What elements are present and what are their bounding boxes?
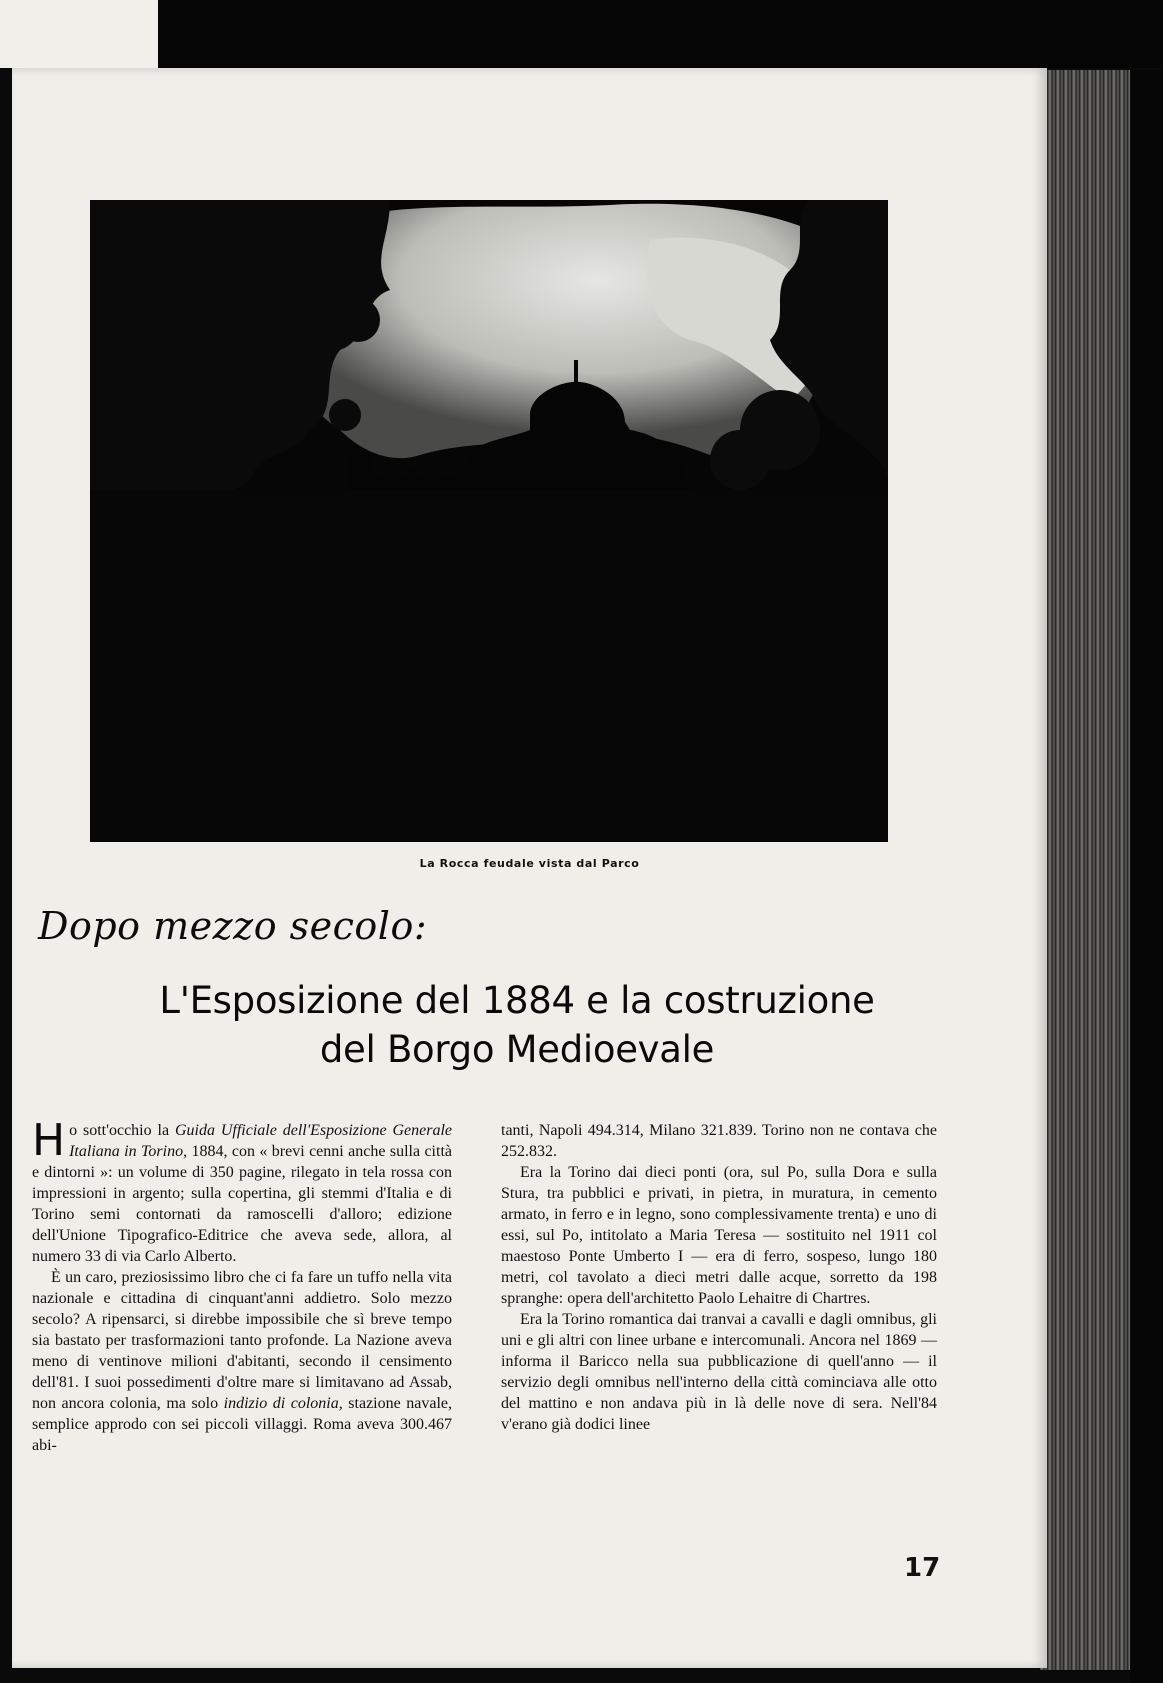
- article-headline: [122, 976, 912, 1074]
- paragraph: tanti, Napoli 494.314, Milano 321.839. Torino non ne contava che 252.832.: [501, 1122, 937, 1160]
- headline-line-1: L'Esposizione del 1884 e la costruzione: [159, 979, 875, 1022]
- paragraph: [32, 1115, 452, 1267]
- photo-illustration: [90, 200, 888, 842]
- book-page-edges: [1040, 70, 1135, 1670]
- paragraph: Era la Torino dai dieci ponti (ora, sul Po, sulla Dora e sulla Stura, tra pubblici e privati, in pietra, in muratura, in cemento armato, in ferro e in legno, sono complessivamente trenta) e uno di essi, sul Po, intitolato a Maria Teresa — sostituito nel 1911 col maestoso Ponte Umberto I — era di ferro, sospeso, lungo 180 metri, col tavolato a dieci metri dalle acque, sorretto da 198 spranghe: opera dell'architetto Paolo Lehaitre di Chartres.: [501, 1164, 937, 1307]
- book-edge-shadow: [1130, 70, 1163, 1683]
- book-title: Guida Ufficiale dell'Esposizione Generale Italiana in Torino,: [69, 1122, 452, 1160]
- paragraph-text: stazione navale, semplice approdo con sei piccoli villaggi. Roma aveva 300.467 abi-: [32, 1395, 453, 1454]
- scan-top-band: [158, 0, 1163, 68]
- paragraph-text: È un caro, preziosissimo libro che ci fa fare un tuffo nella vita nazionale e cittadina di cinquant'anni addietro. Solo mezzo secolo? A ripensarci, si direbbe impossibile che sì breve tempo sia bastato per trasformazioni tanto profonde. La Nazione aveva meno di ventinove milioni d'abitanti, secondo il censimento dell'81. I suoi possedimenti d'oltre mare si limitavano ad Assab, non ancora colonia, ma solo: [32, 1269, 452, 1412]
- castle-silhouette-photo: [90, 200, 888, 842]
- photo-caption: La Rocca feudale vista dal Parco: [419, 857, 640, 870]
- paragraph: [32, 1267, 452, 1456]
- article-column-right: [501, 1120, 937, 1435]
- article-kicker: Dopo mezzo secolo:: [38, 904, 428, 948]
- scan-margin-tab: [0, 0, 158, 68]
- headline-line-2: del Borgo Medioevale: [319, 1028, 715, 1071]
- drop-cap: H: [32, 1115, 66, 1166]
- page-number: 17: [904, 1553, 941, 1583]
- italic-phrase: indizio di colonia,: [223, 1395, 343, 1412]
- article-column-left: [32, 1115, 453, 1456]
- paragraph-text: o sott'occhio la: [69, 1122, 175, 1139]
- book-page: [12, 68, 1047, 1668]
- paragraph: Era la Torino romantica dai tranvai a cavalli e dagli omnibus, gli uni e gli altri con linee urbane e intercomunali. Ancora nel 1869 — informa il Baricco nella sua pubblicazione di quell'anno — il servizio degli omnibus nell'interno della città cominciava alle otto del mattino e non andava più in là delle nove di sera. Nell'84 v'erano già dodici linee: [501, 1311, 937, 1433]
- paragraph-text: 1884, con « brevi cenni anche sulla città e dintorni »: un volume di 350 pagine, rilegato in tela rossa con impressioni in argento; sulla copertina, gli stemmi d'Italia e di Torino semi contornati da ramoscelli d'alloro; edizione dell'Unione Tipografico-Editrice che aveva sede, allora, al numero 33 di via Carlo Alberto.: [32, 1143, 452, 1265]
